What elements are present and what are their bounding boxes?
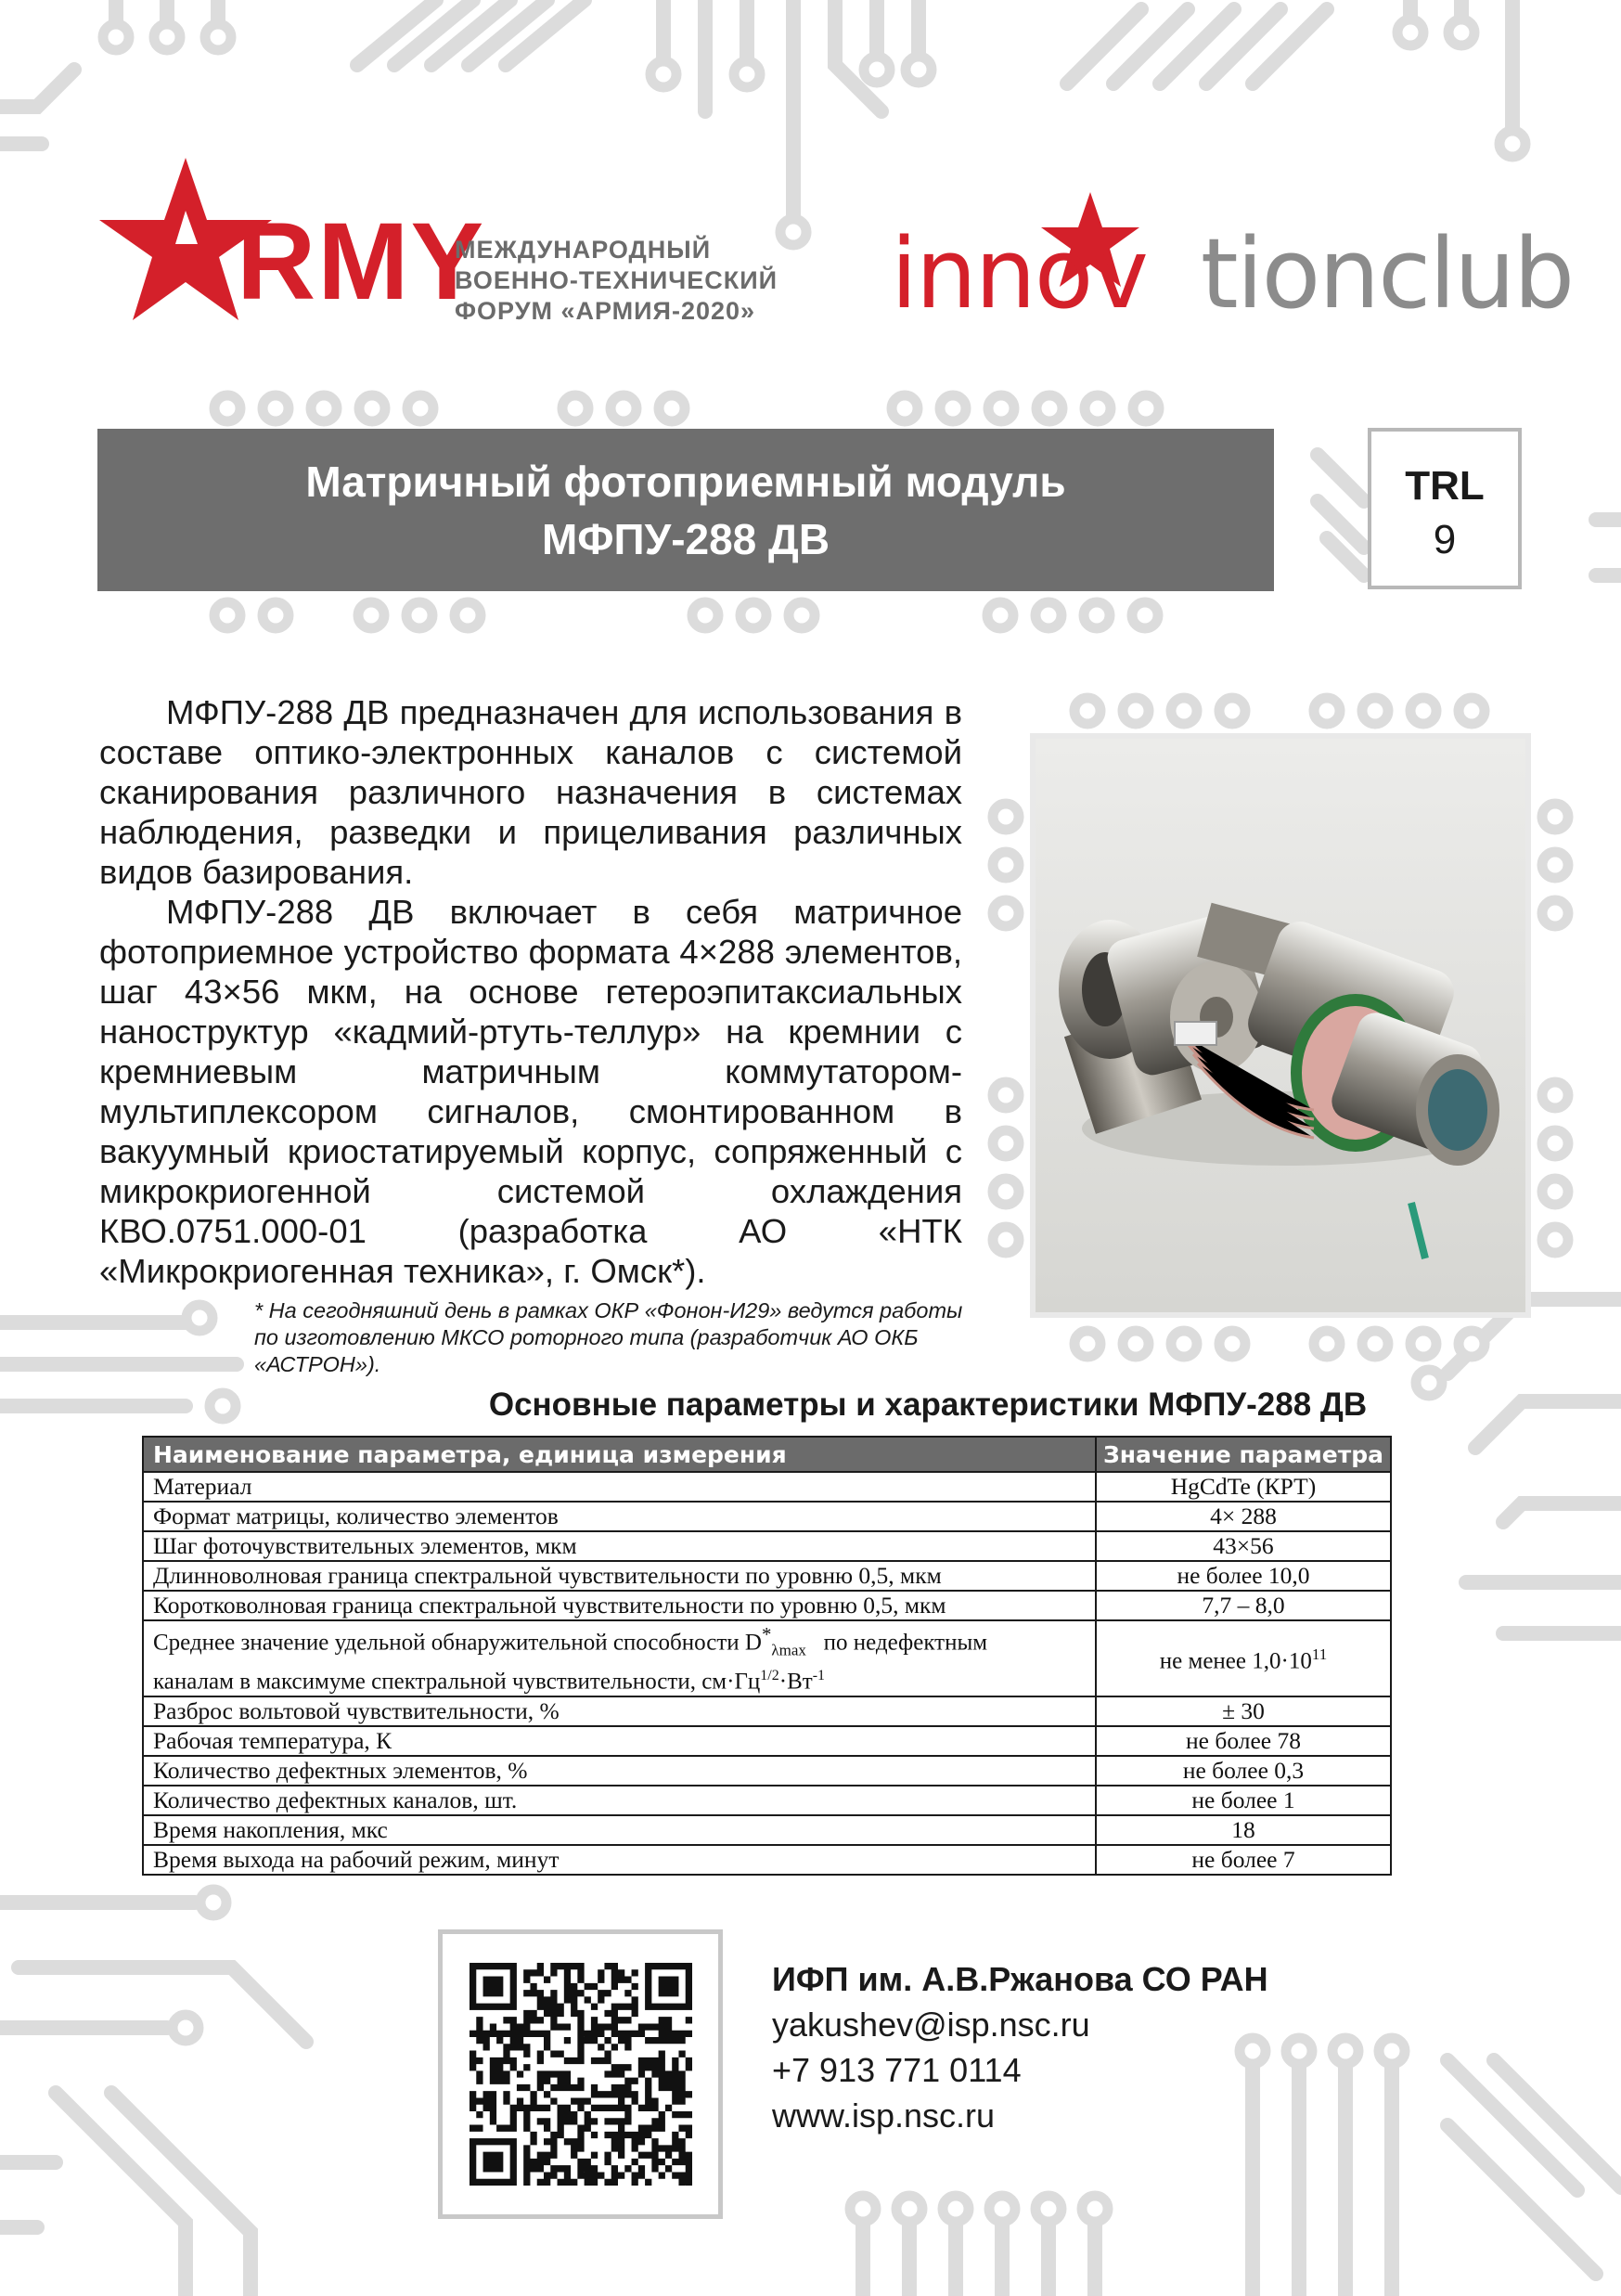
- parameter-name: Материал: [143, 1472, 1096, 1502]
- table-title: Основные параметры и характеристики МФПУ-288 ДВ: [488, 1387, 1368, 1423]
- table-row: [143, 1726, 1391, 1756]
- parameter-name: Коротковолновая граница спектральной чувствительности по уровню 0,5, мкм: [143, 1591, 1096, 1620]
- parameter-value: не более 7: [1096, 1845, 1391, 1875]
- table-row: [143, 1696, 1391, 1726]
- footnote: * На сегодняшний день в рамках ОКР «Фонон-И29» ведутся работы по изготовлению МКСО роторного типа (разработчик АО ОКБ «АСТРОН»).: [254, 1298, 963, 1376]
- trl-badge: [1368, 428, 1522, 589]
- table-row: [143, 1845, 1391, 1875]
- parameter-value: ± 30: [1096, 1696, 1391, 1726]
- parameter-value: 18: [1096, 1815, 1391, 1845]
- product-photo: [1030, 733, 1531, 1318]
- parameter-value: не более 78: [1096, 1726, 1391, 1756]
- table-row: [143, 1561, 1391, 1591]
- photodetector-module-illustration: [1036, 739, 1525, 1312]
- column-header-parameter: Наименование параметра, единица измерения: [143, 1437, 1096, 1472]
- table-row: [143, 1815, 1391, 1845]
- parameters-table: [142, 1436, 1392, 1876]
- page-title-line-1: Матричный фотоприемный модуль: [305, 457, 1066, 506]
- trl-label: TRL: [1405, 463, 1485, 509]
- parameter-value: не более 10,0: [1096, 1561, 1391, 1591]
- product-description: [99, 692, 962, 1291]
- parameter-name: Количество дефектных элементов, %: [143, 1756, 1096, 1786]
- title-banner: [97, 429, 1274, 591]
- parameter-name: Среднее значение удельной обнаружительной способности $D^*_{\lambda max}$ по недефектным каналам в максимуме спектральной чувствительности, $см\cdot Гц^{1/2}\cdot Вт^{-1}$: [143, 1620, 1096, 1696]
- contact-email[interactable]: yakushev@isp.nsc.ru: [772, 2006, 1090, 2044]
- description-paragraph-2: МФПУ-288 ДВ включает в себя матричное фотоприемное устройство формата 4×288 элементов, шаг 43×56 мкм, на основе гетероэпитаксиальных наноструктур «кадмий-ртуть-теллур» на кремнии с кремниевым матричным коммутатором-мультиплексором сигналов, смонтированном в вакуумный криостатируемый корпус, сопряженный с микрокриогенной системой охлаждения КВО.0751.000-01 (разработка АО «НТК «Микрокриогенная техника», г. Омск*).: [99, 893, 962, 1290]
- army-wordmark: RMY: [237, 200, 486, 323]
- parameter-name: Рабочая температура, К: [143, 1726, 1096, 1756]
- parameter-value: HgCdTe (КРТ): [1096, 1472, 1391, 1502]
- table-row: [143, 1591, 1391, 1620]
- contact-block: [772, 1956, 1268, 2138]
- table-row: [143, 1502, 1391, 1531]
- parameter-value: не более 0,3: [1096, 1756, 1391, 1786]
- parameter-name: Длинноволновая граница спектральной чувствительности по уровню 0,5, мкм: [143, 1561, 1096, 1591]
- description-paragraph-1: МФПУ-288 ДВ предназначен для использования в составе оптико-электронных каналов с системой сканирования различного назначения в системах наблюдения, разведки и прицеливания различных видов базирования.: [99, 693, 962, 891]
- contact-phone[interactable]: +7 913 771 0114: [772, 2051, 1022, 2089]
- army-forum-subtitle: МЕЖДУНАРОДНЫЙ ВОЕННО-ТЕХНИЧЕСКИЙ ФОРУМ «АРМИЯ-2020»: [455, 236, 778, 325]
- parameter-name: Количество дефектных каналов, шт.: [143, 1786, 1096, 1815]
- trl-value: 9: [1433, 517, 1457, 562]
- innovation-club-logo: [891, 190, 1574, 348]
- qr-code-frame: [438, 1929, 723, 2219]
- table-row: [143, 1620, 1391, 1696]
- parameter-name: Разброс вольтовой чувствительности, %: [143, 1696, 1096, 1726]
- organization-name: ИФП им. А.В.Ржанова СО РАН: [772, 1960, 1268, 1998]
- contact-website[interactable]: www.isp.nsc.ru: [772, 2096, 996, 2135]
- table-row: [143, 1531, 1391, 1561]
- parameter-name: Время накопления, мкс: [143, 1815, 1096, 1845]
- table-row: [143, 1472, 1391, 1502]
- parameter-name: Формат матрицы, количество элементов: [143, 1502, 1096, 1531]
- table-row: [143, 1786, 1391, 1815]
- parameter-value: 7,7 – 8,0: [1096, 1591, 1391, 1620]
- parameter-value: 4× 288: [1096, 1502, 1391, 1531]
- page-title-line-2: МФПУ-288 ДВ: [541, 514, 830, 563]
- parameter-name: Время выхода на рабочий режим, минут: [143, 1845, 1096, 1875]
- parameter-value: не менее $1,0\cdot 10^{11}$: [1096, 1620, 1391, 1696]
- parameter-name: Шаг фоточувствительных элементов, мкм: [143, 1531, 1096, 1561]
- column-header-value: Значение параметра: [1096, 1437, 1391, 1472]
- parameter-value: 43×56: [1096, 1531, 1391, 1561]
- army-forum-logo: [97, 153, 778, 329]
- qr-code-icon: [470, 1963, 692, 2186]
- innovation-club-wordmark: innov tionclub: [891, 217, 1574, 330]
- table-header-row: [143, 1437, 1391, 1472]
- parameter-value: не более 1: [1096, 1786, 1391, 1815]
- table-row: [143, 1756, 1391, 1786]
